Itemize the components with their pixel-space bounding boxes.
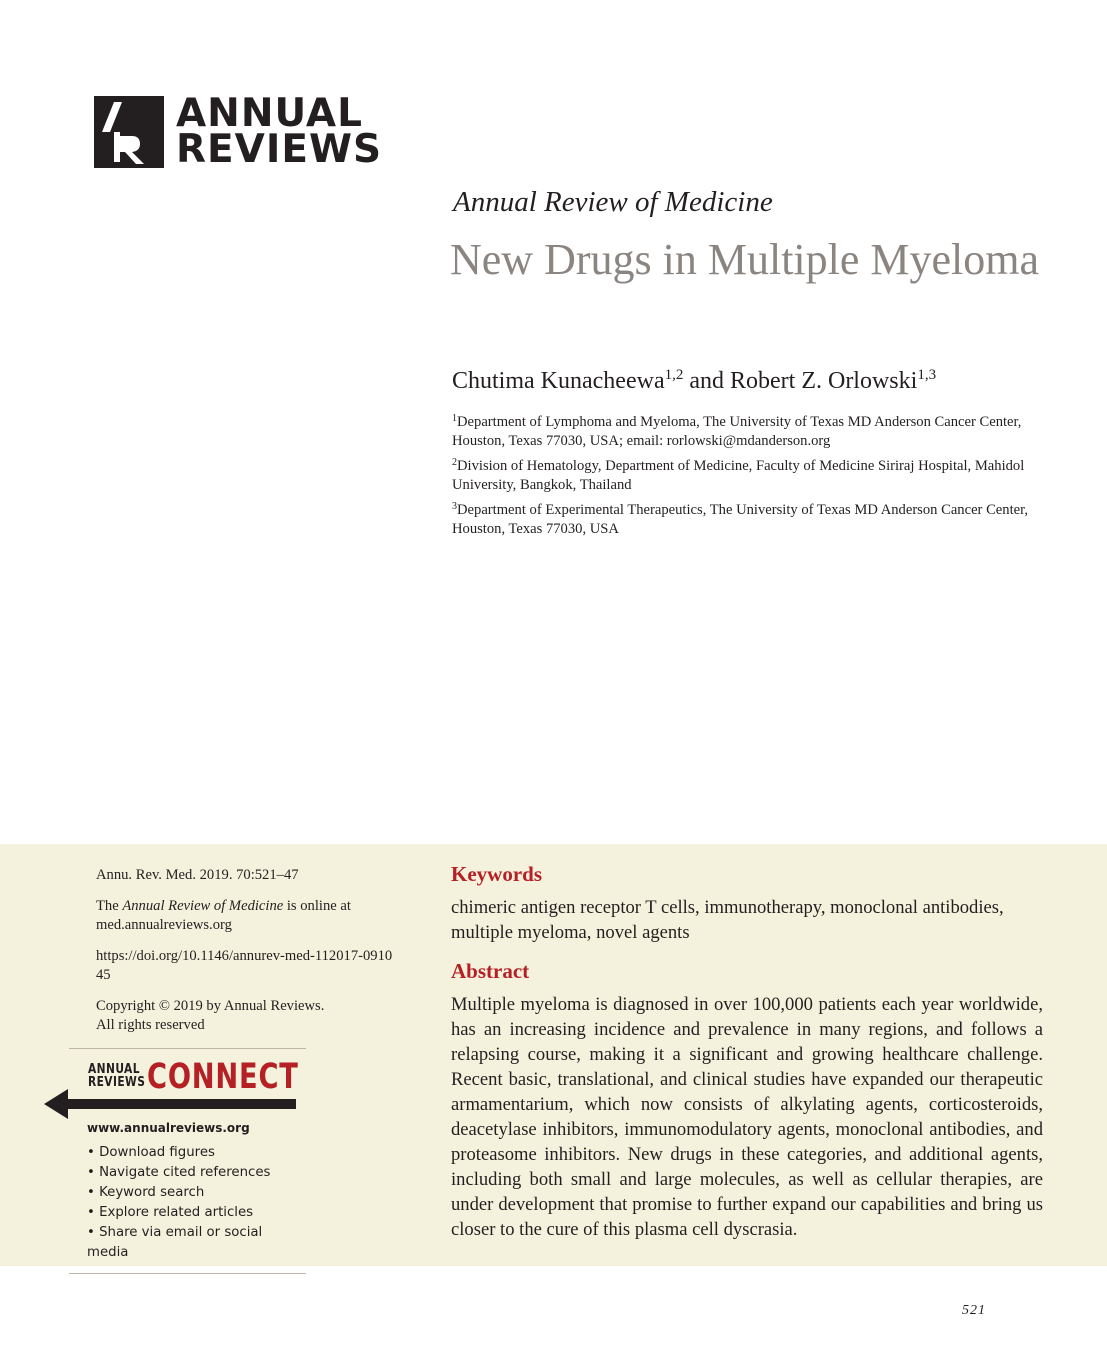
online-note xyxy=(96,897,396,935)
copyright xyxy=(96,997,396,1035)
arrow-left-icon xyxy=(44,1089,296,1119)
logo-line-2: REVIEWS xyxy=(176,127,383,172)
connect-url[interactable]: www.annualreviews.org xyxy=(87,1121,250,1135)
online-suffix: is online at med.annualreviews.org xyxy=(96,898,355,933)
affiliation xyxy=(452,501,1032,539)
connect-ar-line-1: ANNUAL xyxy=(88,1062,140,1077)
connect-ar-line-2: REVIEWS xyxy=(88,1075,146,1090)
keywords-abstract xyxy=(451,862,1043,1242)
author-joiner: and xyxy=(683,368,730,394)
author-name: Robert Z. Orlowski xyxy=(730,368,918,394)
affiliation-marker: 1 xyxy=(452,413,457,424)
author-name: Chutima Kunacheewa xyxy=(452,368,665,394)
article-meta xyxy=(96,866,396,1047)
author-line xyxy=(452,368,936,395)
abstract-heading: Abstract xyxy=(451,959,530,983)
affiliation-text: Division of Hematology, Department of Medicine, Faculty of Medicine Siriraj Hospital, Mahidol University, Bangkok, Thailand xyxy=(452,458,1025,493)
annual-reviews-connect-box xyxy=(44,1048,306,1274)
connect-feature-list xyxy=(87,1143,306,1263)
logo-line-1: ANNUAL xyxy=(176,91,363,136)
online-journal: Annual Review of Medicine xyxy=(122,898,284,914)
author-affiliation-marker: 1,3 xyxy=(917,367,937,383)
connect-header xyxy=(44,1049,306,1121)
logo-wordmark xyxy=(176,91,383,172)
citation: Annu. Rev. Med. 2019. 70:521–47 xyxy=(96,867,299,883)
list-item: • Keyword search xyxy=(87,1183,306,1203)
journal-name: Annual Review of Medicine xyxy=(453,186,773,218)
affiliation-text: Department of Lymphoma and Myeloma, The University of Texas MD Anderson Cancer Center, Houston, Texas 77030, USA; email: rorlowski@mdanderson.org xyxy=(452,414,1022,449)
connect-ar-label xyxy=(88,1063,145,1089)
affiliation-text: Department of Experimental Therapeutics, The University of Texas MD Anderson Cancer Center, Houston, Texas 77030, USA xyxy=(452,502,1029,537)
doi-link[interactable]: https://doi.org/10.1146/annurev-med-112017-091045 xyxy=(96,948,393,983)
abstract-text: Multiple myeloma is diagnosed in over 100,000 patients each year worldwide, has an increasing incidence and prevalence in many regions, and follows a relapsing course, making it a significant and growing healthcare challenge. Recent basic, translational, and clinical studies have expanded our therapeutic armamentarium, which now consists of alkylating agents, corticosteroids, deacetylase inhibitors, immunomodulatory agents, monoclonal antibodies, and proteasome inhibitors. New drugs in these categories, and additional agents, including both small and large molecules, as well as cellular therapies, are under development that promise to further expand our capabilities and bring us closer to the cure of this plasma cell dyscrasia. xyxy=(451,994,1043,1240)
affiliations xyxy=(452,413,1032,545)
affiliation xyxy=(452,413,1032,451)
list-item: • Explore related articles xyxy=(87,1203,306,1223)
connect-wordmark: CONNECT xyxy=(147,1057,299,1097)
affiliation-marker: 2 xyxy=(452,457,457,468)
annual-reviews-logo xyxy=(94,91,383,172)
divider xyxy=(69,1273,306,1274)
affiliation-marker: 3 xyxy=(452,501,457,512)
keywords-text: chimeric antigen receptor T cells, immunotherapy, monoclonal antibodies, multiple myeloma, novel agents xyxy=(451,897,1004,943)
list-item: • Navigate cited references xyxy=(87,1163,306,1183)
rights-text: All rights reserved xyxy=(96,1017,205,1033)
page-number: 521 xyxy=(962,1303,986,1318)
ar-logo-mark xyxy=(94,96,164,168)
online-prefix: The xyxy=(96,898,123,914)
article-title: New Drugs in Multiple Myeloma xyxy=(450,235,1040,284)
affiliation xyxy=(452,457,1032,495)
list-item: • Download figures xyxy=(87,1143,306,1163)
list-item: • Share via email or social media xyxy=(87,1223,306,1263)
copyright-text: Copyright © 2019 by Annual Reviews. xyxy=(96,998,325,1014)
author-affiliation-marker: 1,2 xyxy=(664,367,684,383)
keywords-heading: Keywords xyxy=(451,862,542,886)
